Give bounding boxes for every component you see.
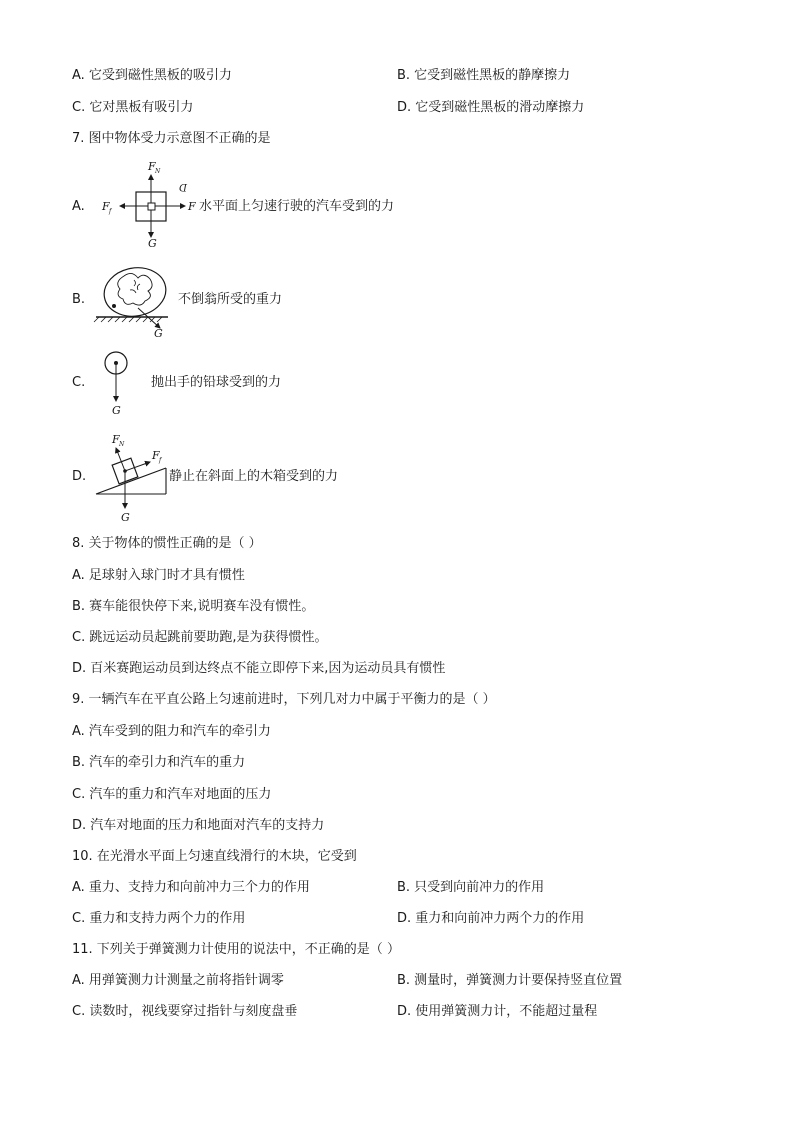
q7-stem: 7. 图中物体受力示意图不正确的是: [72, 131, 271, 146]
q6-option-c: C. 它对黑板有吸引力: [72, 100, 194, 115]
q7-option-d-text: 静止在斜面上的木箱受到的力: [169, 469, 339, 484]
q11-stem: 11. 下列关于弹簧测力计使用的说法中，不正确的是（ ）: [72, 942, 400, 957]
q7a-f-label: F: [188, 200, 196, 213]
q7a-v-label: D: [178, 181, 187, 192]
q8-option-c: C. 跳远运动员起跳前要助跑,是为获得惯性。: [72, 630, 328, 645]
q7d-ff-sub: f: [159, 457, 162, 464]
q9-option-b: B. 汽车的牵引力和汽车的重力: [72, 755, 246, 770]
q7-option-b-letter: B.: [72, 292, 86, 307]
q6-option-b: B. 它受到磁性黑板的静摩擦力: [397, 68, 571, 83]
q9-option-a: A. 汽车受到的阻力和汽车的牵引力: [72, 724, 271, 739]
q7d-fn-sub: N: [119, 441, 125, 448]
q7c-g-label: G: [112, 404, 121, 417]
q7a-ff-sub: f: [109, 208, 112, 215]
q10-option-b: B. 只受到向前冲力的作用: [397, 880, 545, 895]
q7-option-c-text: 抛出手的铅球受到的力: [151, 375, 282, 390]
q7a-g-label: G: [148, 237, 157, 250]
q8-option-d: D. 百米赛跑运动员到达终点不能立即停下来,因为运动员具有惯性: [72, 661, 446, 676]
q9-option-d: D. 汽车对地面的压力和地面对汽车的支持力: [72, 818, 325, 833]
q6-option-a: A. 它受到磁性黑板的吸引力: [72, 68, 232, 83]
q7a-ff-label: F: [102, 200, 110, 213]
q7-option-c-letter: C.: [72, 375, 86, 390]
q7d-ff-label: F: [152, 449, 160, 462]
q8-option-a: A. 足球射入球门时才具有惯性: [72, 568, 245, 583]
q7-c-shotput-diagram: [100, 350, 140, 420]
q7-a-force-diagram: [95, 155, 205, 250]
q9-stem: 9. 一辆汽车在平直公路上匀速前进时，下列几对力中属于平衡力的是（ ）: [72, 692, 496, 707]
q11-option-b: B. 测量时，弹簧测力计要保持竖直位置: [397, 973, 623, 988]
q7b-g-label: G: [154, 327, 163, 340]
q6-option-d: D. 它受到磁性黑板的滑动摩擦力: [397, 100, 585, 115]
q10-stem: 10. 在光滑水平面上匀速直线滑行的木块，它受到: [72, 849, 357, 864]
q7d-fn-label: F: [112, 433, 120, 446]
q7-option-a-text: 水平面上匀速行驶的汽车受到的力: [199, 199, 395, 214]
q7d-g-label: G: [121, 511, 130, 524]
q7-b-tumbler-diagram: [94, 262, 184, 342]
q7a-fn-sub: N: [155, 168, 161, 175]
q7-option-b-text: 不倒翁所受的重力: [178, 292, 283, 307]
q7-option-d-letter: D.: [72, 469, 87, 484]
q9-option-c: C. 汽车的重力和汽车对地面的压力: [72, 787, 272, 802]
q10-option-c: C. 重力和支持力两个力的作用: [72, 911, 246, 926]
q8-stem: 8. 关于物体的惯性正确的是（ ）: [72, 536, 262, 551]
q10-option-d: D. 重力和向前冲力两个力的作用: [397, 911, 585, 926]
q7-d-incline-diagram: [94, 430, 174, 525]
q11-option-d: D. 使用弹簧测力计，不能超过量程: [397, 1004, 598, 1019]
q7-option-a-letter: A.: [72, 199, 85, 214]
q8-option-b: B. 赛车能很快停下来,说明赛车没有惯性。: [72, 599, 315, 614]
q11-option-a: A. 用弹簧测力计测量之前将指针调零: [72, 973, 284, 988]
q10-option-a: A. 重力、支持力和向前冲力三个力的作用: [72, 880, 310, 895]
q7a-fn-label: F: [148, 160, 156, 173]
q11-option-c: C. 读数时，视线要穿过指针与刻度盘垂: [72, 1004, 298, 1019]
